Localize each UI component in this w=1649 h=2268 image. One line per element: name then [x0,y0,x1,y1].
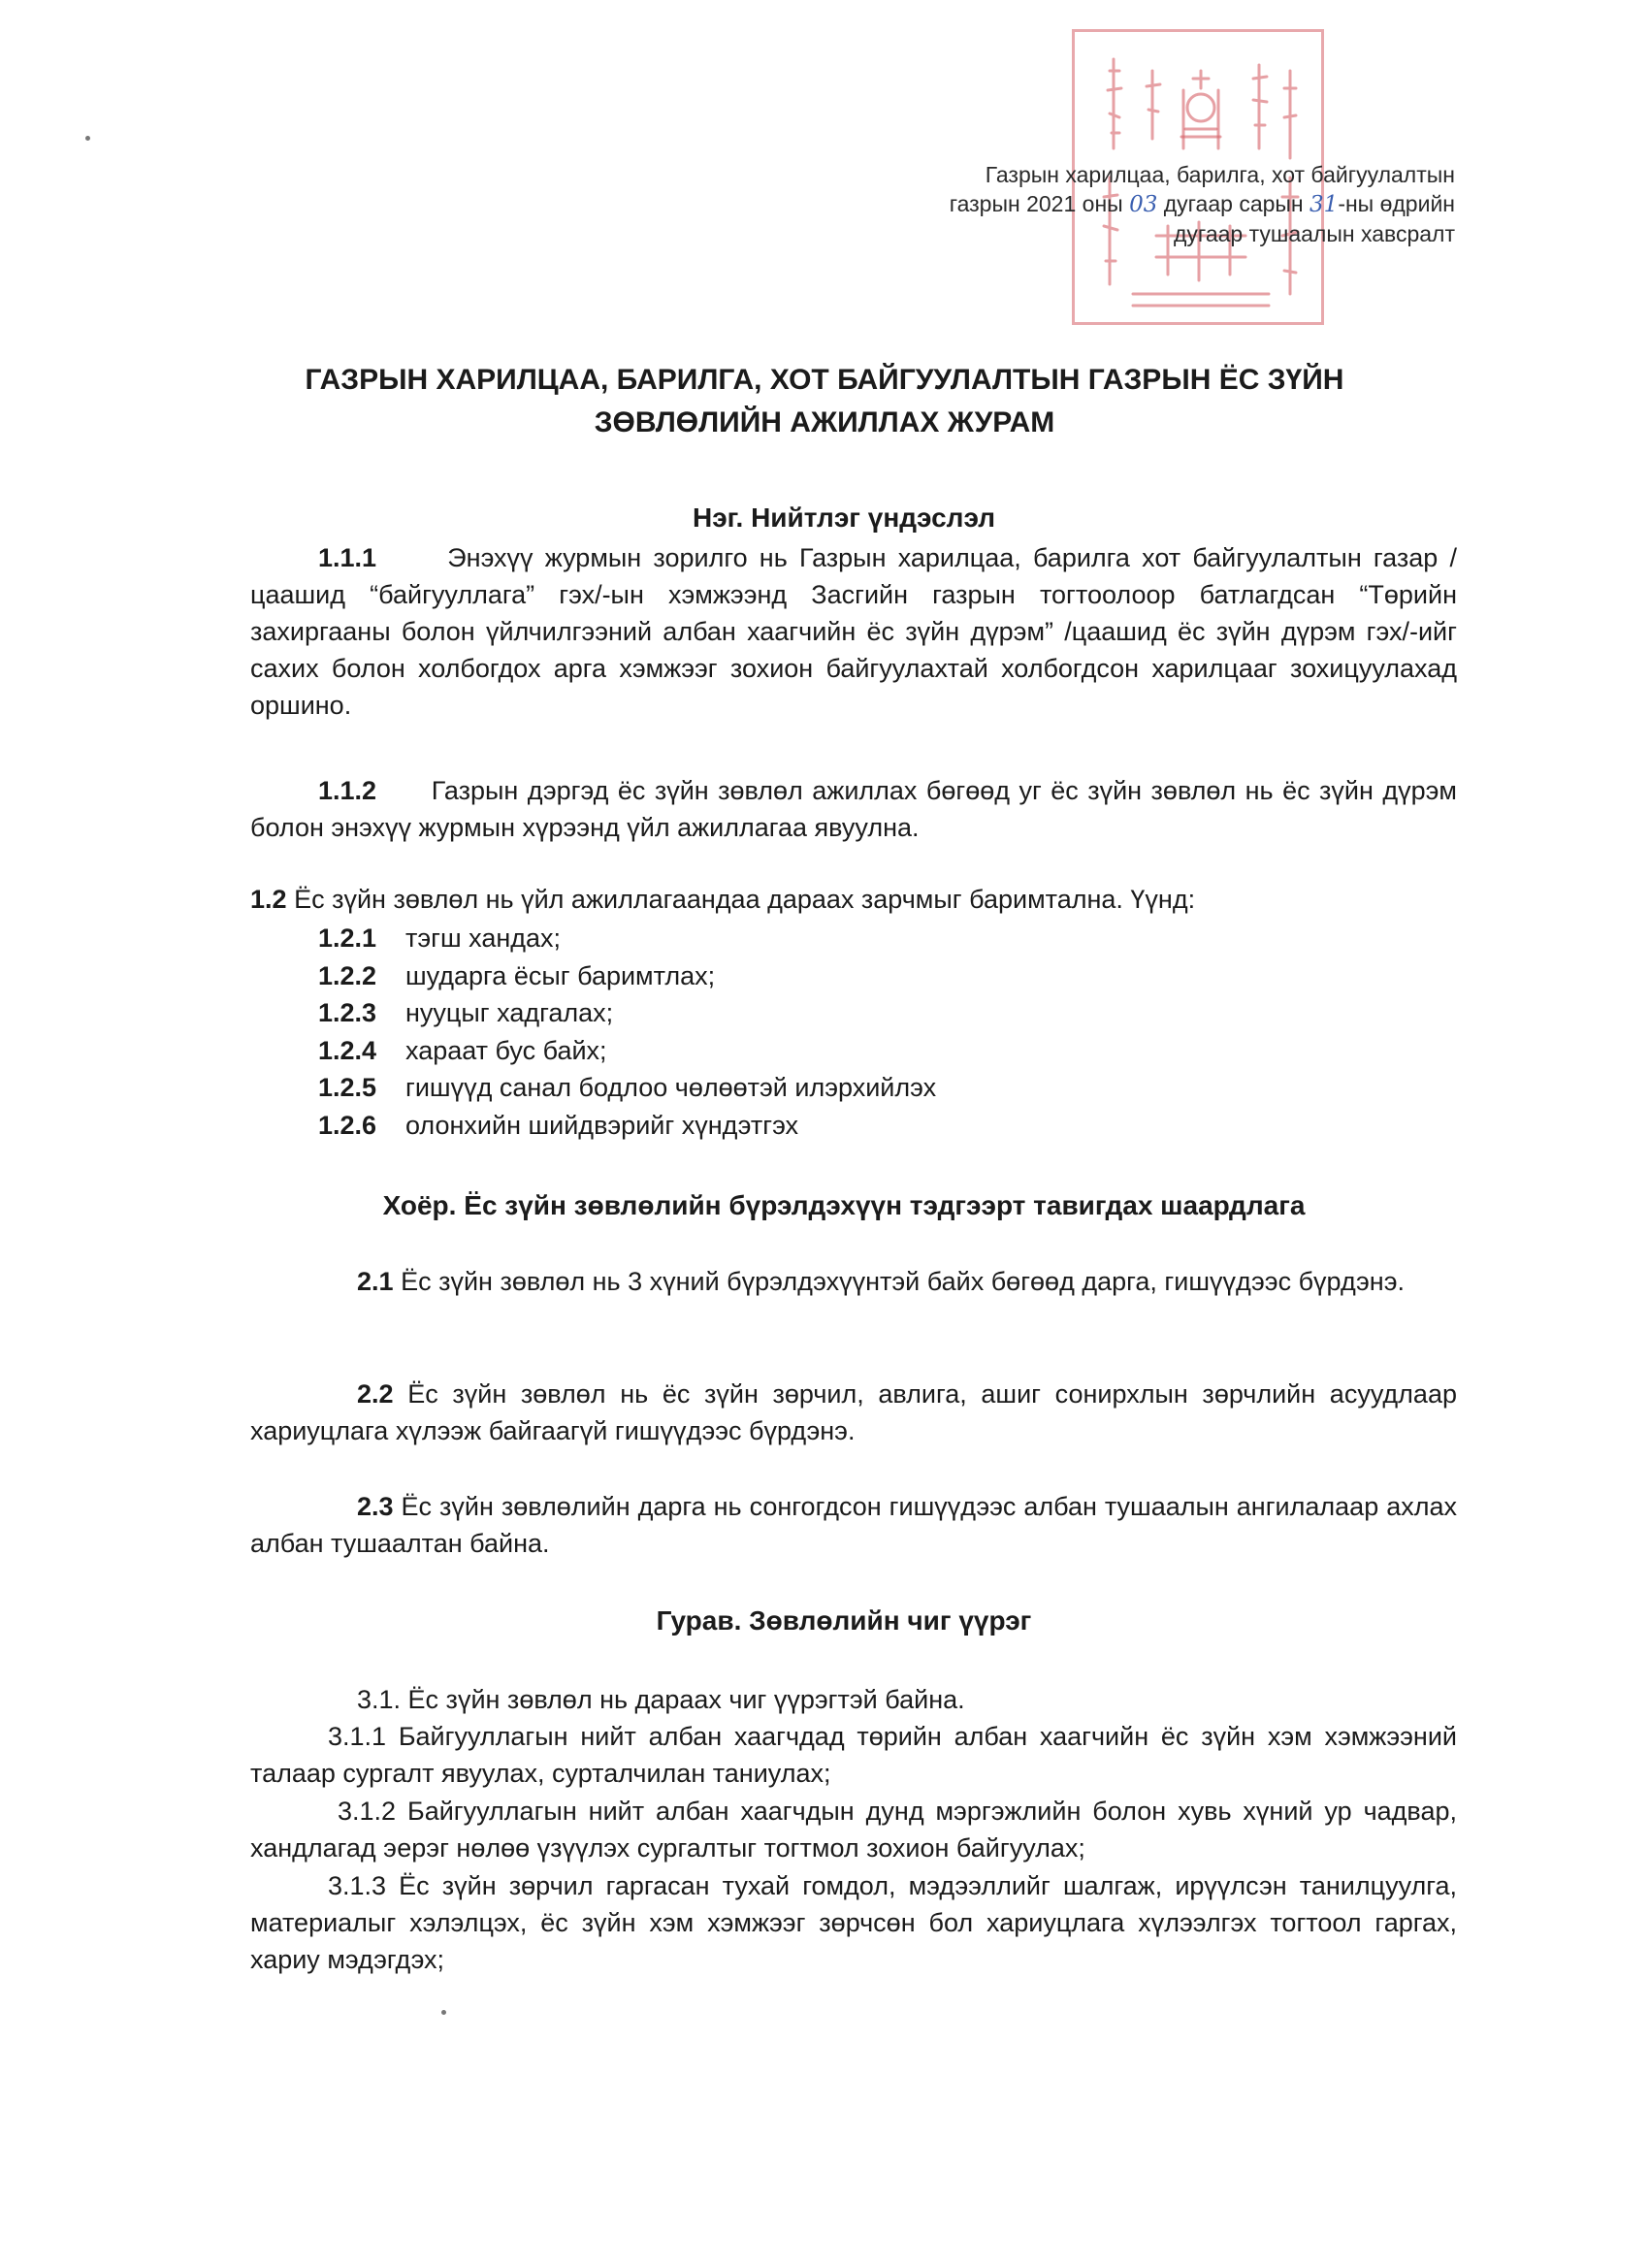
clause-number: 1.2 [250,885,287,914]
clause-text: Ёс зүйн зөвлөл нь ёс зүйн зөрчил, авлига, ашиг сонирхлын зөрчлийн асуудлаар хариуцлага хүлээж байгаагүй гишүүдээс бүрдэнэ. [250,1379,1457,1445]
attachment-line-3: дугаар тушаалын хавсралт [1174,221,1455,246]
title-line-1: ГАЗРЫН ХАРИЛЦАА, БАРИЛГА, ХОТ БАЙГУУЛАЛТЫН ГАЗРЫН ЁС ЗҮЙН [305,364,1344,396]
clause-number: 2.1 [357,1267,394,1296]
item-text: хараат бус байх; [405,1035,607,1065]
item-text: гишүүд санал бодлоо чөлөөтэй илэрхийлэх [405,1073,937,1102]
paragraph-2-1 [250,1263,1457,1300]
clause-number: 1.1.1 [318,543,377,572]
paragraph-3-1: 3.1. Ёс зүйн зөвлөл нь дараах чиг үүрэгтэй байна. [357,1685,965,1714]
scan-speck [441,2010,446,2015]
item-number: 1.2.4 [318,1035,377,1065]
paragraph-2-3 [250,1488,1457,1562]
clause-text: Ёс зүйн зөвлөл нь 3 хүний бүрэлдэхүүнтэй байх бөгөөд дарга, гишүүдээс бүрдэнэ. [401,1267,1405,1296]
clause-text: Ёс зүйн зөвлөл нь үйл ажиллагаандаа дараах зарчмыг баримтална. Үүнд: [294,885,1196,914]
title-line-2: ЗӨВЛӨЛИЙН АЖИЛЛАХ ЖУРАМ [594,406,1055,438]
clause-number: 2.3 [357,1492,394,1521]
item-text: нууцыг хадгалах; [405,998,614,1027]
list-item [318,994,936,1032]
attachment-line-1: Газрын харилцаа, барилга, хот байгуулалтын [985,162,1455,187]
section-3-heading: Гурав. Зөвлөлийн чиг үүрэг [656,1605,1032,1636]
item-number: 1.2.2 [318,960,377,990]
clause-number: 1.1.2 [318,776,377,805]
attachment-note [912,160,1455,248]
paragraph-2-2 [250,1376,1457,1449]
paragraph-3-1-2: 3.1.2 Байгууллагын нийт албан хаагчдын дунд мэргэжлийн болон хувь хүний ур чадвар, хандлагад эерэг нөлөө үзүүлэх сургалтыг тогтмол зохион байгуулах; [250,1797,1457,1863]
clause-text: Энэхүү журмын зорилго нь Газрын харилцаа, барилга хот байгуулалтын газар /цаашид “байгууллага” гэх/-ын хэмжээнд Засгийн газрын тогтоолоор батлагдсан “Төрийн захиргааны болон үйлчилгээний албан хаагчийн ёс зүйн дүрэм” /цаашид ёс зүйн дүрэм гэх/-ийг сахих болон холбогдох арга хэмжээг зохион байгуулахтай холбогдсон харилцааг зохицуулахад оршино. [250,543,1457,720]
principles-list [318,920,936,1144]
list-item [318,920,936,957]
attachment-text: дугаар сарын [1157,191,1310,216]
list-item [318,1032,936,1070]
scan-speck [85,136,90,141]
item-number: 1.2.1 [318,923,377,953]
handwritten-month: 03 [1129,192,1158,217]
attachment-line-2 [912,189,1455,219]
item-number: 1.2.5 [318,1073,377,1102]
attachment-text: газрын 2021 оны [949,191,1130,216]
section-1-heading: Нэг. Нийтлэг үндэслэл [692,502,996,533]
list-item [318,957,936,995]
paragraph-3-1-3: 3.1.3 Ёс зүйн зөрчил гаргасан тухай гомдол, мэдээллийг шалгаж, ирүүлсэн танилцуулга, материалыг хэлэлцэх, ёс зүйн хэм хэмжээг зөрчсөн бол хариуцлага хүлээлгэх тогтоол гаргах, хариу мэдэгдэх; [250,1871,1457,1974]
handwritten-day: 31 [1310,192,1339,217]
clause-number: 2.2 [357,1379,394,1409]
attachment-text: -ны өдрийн [1338,191,1455,216]
list-item [318,1107,936,1145]
item-number: 1.2.6 [318,1110,377,1140]
paragraph-1-2 [250,881,1457,918]
paragraph-3-1-1: 3.1.1 Байгууллагын нийт албан хаагчдад төрийн албан хаагчийн ёс зүйн хэм хэмжээний талаар сургалт явуулах, сурталчилан таниулах; [250,1722,1457,1788]
item-text: тэгш хандах; [405,923,562,953]
list-item [318,1069,936,1107]
paragraph-1-1-1 [250,539,1457,724]
item-number: 1.2.3 [318,998,377,1027]
item-text: олонхийн шийдвэрийг хүндэтгэх [405,1110,799,1140]
item-text: шударга ёсыг баримтлах; [405,960,716,990]
document-title [252,359,1397,444]
clause-text: Газрын дэргэд ёс зүйн зөвлөл ажиллах бөгөөд уг ёс зүйн зөвлөл нь ёс зүйн дүрэм болон энэхүү журмын хүрээнд үйл ажиллагаа явуулна. [250,776,1457,842]
paragraph-1-1-2 [250,772,1457,846]
clause-text: Ёс зүйн зөвлөлийн дарга нь сонгогдсон гишүүдээс албан тушаалын ангилалаар ахлах албан тушаалтан байна. [250,1492,1457,1558]
section-2-heading: Хоёр. Ёс зүйн зөвлөлийн бүрэлдэхүүн тэдгээрт тавигдах шаардлага [382,1190,1306,1220]
